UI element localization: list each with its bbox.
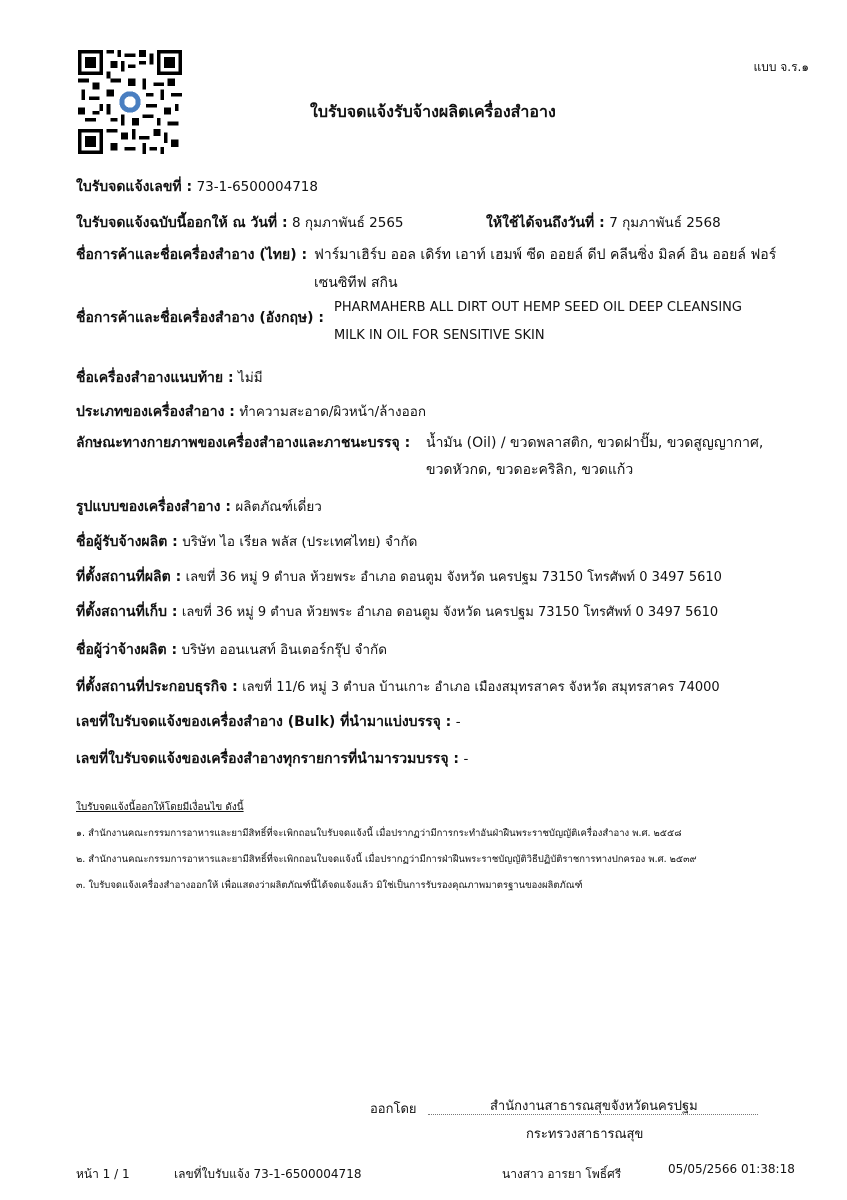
type-value: ทำความสะอาด/ผิวหน้า/ล้างออก xyxy=(239,404,426,420)
bulk-label: เลขที่ใบรับจดแจ้งของเครื่องสำอาง (Bulk) ที่นำมาแบ่งบรรจุ : xyxy=(76,714,452,730)
all-value: - xyxy=(463,751,469,767)
timestamp: 05/05/2566 01:38:18 xyxy=(668,1162,795,1176)
issue-date-label: ใบรับจดแจ้งฉบับนี้ออกให้ ณ วันที่ : xyxy=(76,215,288,231)
reg-no-value: 73-1-6500004718 xyxy=(196,179,318,195)
name-en-line2: MILK IN OIL FOR SENSITIVE SKIN xyxy=(334,328,545,343)
issue-date-row xyxy=(76,211,404,234)
manufacturer-value: บริษัท ไอ เรียล พลัส (ประเทศไทย) จำกัด xyxy=(182,534,418,550)
business-label: ที่ตั้งสถานที่ประกอบธุรกิจ : xyxy=(76,679,238,695)
attached-row xyxy=(76,366,263,389)
reg-no-label: ใบรับจดแจ้งเลขที่ : xyxy=(76,179,193,195)
expiry-date-row xyxy=(486,211,721,234)
name-th-line2: เซนซิทีฟ สกิน xyxy=(314,275,398,291)
form-code: แบบ จ.ร.๑ xyxy=(753,60,809,74)
all-label: เลขที่ใบรับจดแจ้งของเครื่องสำอางทุกรายการที่นำมารวมบรรจุ : xyxy=(76,751,459,767)
storage-label: ที่ตั้งสถานที่เก็บ : xyxy=(76,604,178,620)
business-row xyxy=(76,676,720,698)
mfg-site-row xyxy=(76,566,722,588)
officer-name: นางสาว อารยา โพธิ์ศรี xyxy=(502,1167,622,1181)
name-en-line1: PHARMAHERB ALL DIRT OUT HEMP SEED OIL DEEP CLEANSING xyxy=(334,300,742,315)
hirer-label: ชื่อผู้ว่าจ้างผลิต : xyxy=(76,642,178,658)
type-label: ประเภทของเครื่องสำอาง : xyxy=(76,404,235,420)
mfg-site-value: เลขที่ 36 หมู่ 9 ตำบล ห้วยพระ อำเภอ ดอนตูม จังหวัด นครปฐม 73150 โทรศัพท์ 0 3497 5610 xyxy=(185,570,722,585)
hirer-value: บริษัท ออนเนสท์ อินเตอร์กรุ๊ป จำกัด xyxy=(181,642,387,658)
expiry-date-value: 7 กุมภาพันธ์ 2568 xyxy=(609,215,721,231)
mfg-site-label: ที่ตั้งสถานที่ผลิต : xyxy=(76,569,182,585)
conditions-title: ใบรับจดแจ้งนี้ออกให้โดยมีเงื่อนไข ดังนี้ xyxy=(76,802,244,813)
type-row xyxy=(76,400,426,423)
bulk-value: - xyxy=(455,714,461,730)
name-th-line1: ฟาร์มาเฮิร์บ ออล เดิร์ท เอาท์ เฮมพ์ ซีด ออยล์ ดีป คลีนซิ่ง มิลค์ อิน ออยล์ ฟอร์ xyxy=(314,247,777,263)
page-number: หน้า 1 / 1 xyxy=(76,1167,130,1181)
qr-code-icon xyxy=(78,50,182,154)
physical-line1: น้ำมัน (Oil) / ขวดพลาสติก, ขวดฝาปั๊ม, ขวดสูญญากาศ, xyxy=(426,435,764,451)
issuing-ministry: กระทรวงสาธารณสุข xyxy=(526,1127,644,1142)
format-value: ผลิตภัณฑ์เดี่ยว xyxy=(235,499,322,515)
issuing-office: สำนักงานสาธารณสุขจังหวัดนครปฐม xyxy=(490,1099,698,1114)
footer-reg-ref: เลขที่ใบรับแจ้ง 73-1-6500004718 xyxy=(174,1167,362,1181)
format-label: รูปแบบของเครื่องสำอาง : xyxy=(76,499,231,515)
condition-item: ๑. สำนักงานคณะกรรมการอาหารและยามีสิทธิ์ที่จะเพิกถอนใบรับจดแจ้งนี้ เมื่อปรากฏว่ามีการกระทำอันฝ่าฝืนพระราชบัญญัติเครื่องสำอาง พ.ศ. ๒๕๕๘ xyxy=(76,828,682,839)
name-th-label: ชื่อการค้าและชื่อเครื่องสำอาง (ไทย) : xyxy=(76,247,308,263)
attached-label: ชื่อเครื่องสำอางแนบท้าย : xyxy=(76,370,234,386)
reg-no-row xyxy=(76,176,318,198)
name-en-label: ชื่อการค้าและชื่อเครื่องสำอาง (อังกฤษ) : xyxy=(76,310,325,326)
hirer-row xyxy=(76,638,387,661)
document-title: ใบรับจดแจ้งรับจ้างผลิตเครื่องสำอาง xyxy=(310,102,556,121)
issue-date-value: 8 กุมภาพันธ์ 2565 xyxy=(292,215,404,231)
physical-line2: ขวดหัวกด, ขวดอะคริลิก, ขวดแก้ว xyxy=(426,462,634,478)
condition-item: ๒. สำนักงานคณะกรรมการอาหารและยามีสิทธิ์ที่จะเพิกถอนใบจดแจ้งนี้ เมื่อปรากฏว่ามีการฝ่าฝืนพระราชบัญญัติวิธีปฏิบัติราชการทางปกครอง พ.ศ. ๒๕๓๙ xyxy=(76,854,697,865)
storage-value: เลขที่ 36 หมู่ 9 ตำบล ห้วยพระ อำเภอ ดอนตูม จังหวัด นครปฐม 73150 โทรศัพท์ 0 3497 5610 xyxy=(181,605,719,620)
manufacturer-row xyxy=(76,530,417,553)
manufacturer-label: ชื่อผู้รับจ้างผลิต : xyxy=(76,534,178,550)
expiry-date-label: ให้ใช้ได้จนถึงวันที่ : xyxy=(486,215,605,231)
issued-by-label: ออกโดย xyxy=(370,1102,417,1117)
all-row xyxy=(76,748,468,770)
storage-row xyxy=(76,601,718,623)
format-row xyxy=(76,495,322,518)
bulk-row xyxy=(76,711,461,733)
condition-item: ๓. ใบรับจดแจ้งเครื่องสำอางออกให้ เพื่อแสดงว่าผลิตภัณฑ์นี้ได้จดแจ้งแล้ว มิใช่เป็นการรับรองคุณภาพมาตรฐานของผลิตภัณฑ์ xyxy=(76,880,583,891)
business-value: เลขที่ 11/6 หมู่ 3 ตำบล บ้านเกาะ อำเภอ เมืองสมุทรสาคร จังหวัด สมุทรสาคร 74000 xyxy=(242,680,720,695)
physical-label: ลักษณะทางกายภาพของเครื่องสำอางและภาชนะบรรจุ : xyxy=(76,435,411,451)
attached-value: ไม่มี xyxy=(238,370,263,386)
